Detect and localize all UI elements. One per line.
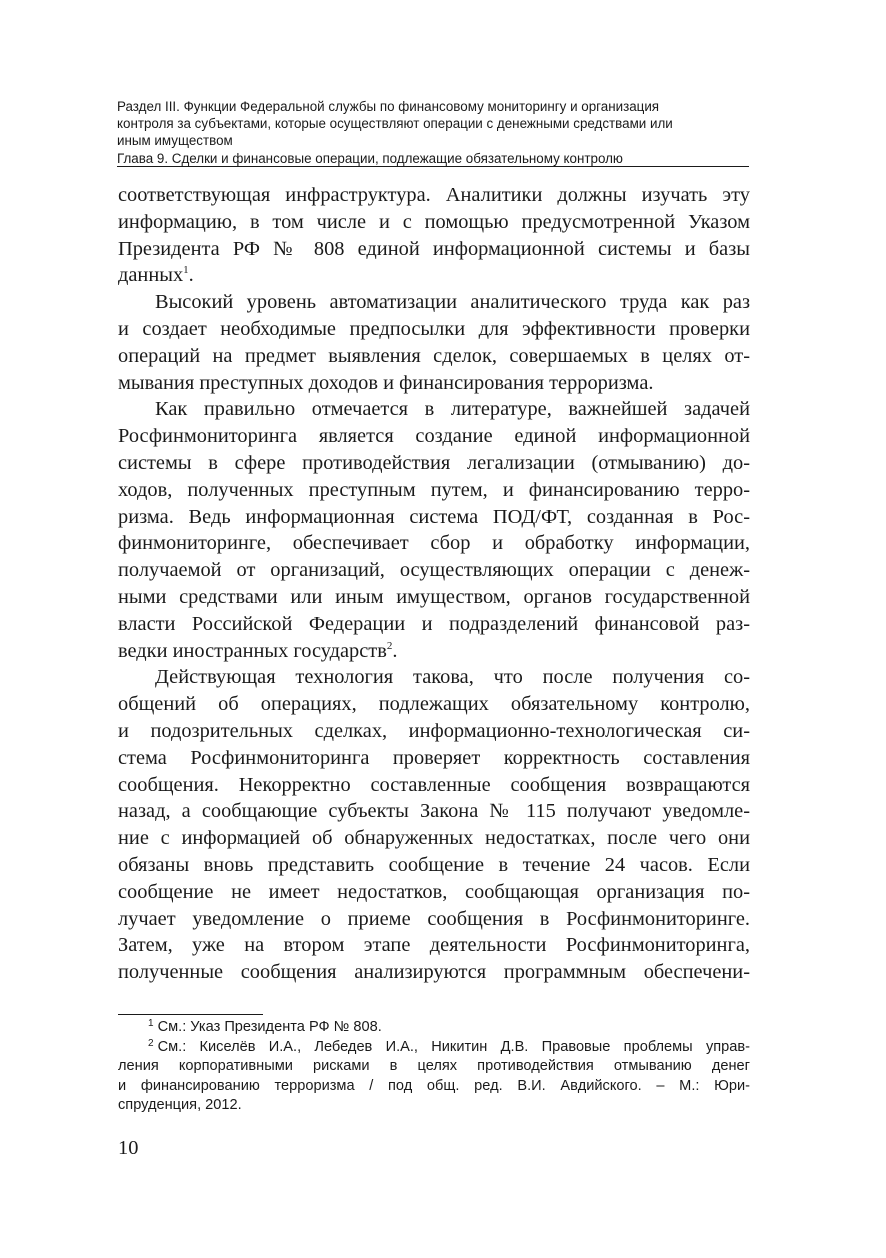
text-line: обязаны вновь представить сообщение в течение 24 часов. Если bbox=[118, 853, 750, 876]
footnote-line: ления корпоративными рисками в целях противодействия отмыванию денег bbox=[118, 1058, 750, 1075]
text-fragment: . bbox=[188, 264, 194, 287]
footnote-text: См.: Указ Президента РФ № 808. bbox=[157, 1019, 382, 1035]
footnotes bbox=[118, 1018, 750, 1116]
text-line: ными средствами или иным имуществом, органов государственной bbox=[118, 585, 750, 608]
text-line: ходов, полученных преступным путем, и финансированию терро- bbox=[118, 478, 750, 501]
footnote-2 bbox=[118, 1038, 750, 1058]
running-head-line: иным имуществом bbox=[117, 133, 233, 149]
footnote-mark: 2 bbox=[148, 1037, 154, 1049]
text-fragment: ведки иностранных государств bbox=[118, 639, 387, 662]
text-fragment: данных bbox=[118, 264, 184, 287]
footnote-line: и финансированию терроризма / под общ. ред. В.И. Авдийского. – М.: Юри- bbox=[118, 1077, 750, 1094]
footnote-reference[interactable]: 1 bbox=[183, 264, 189, 277]
running-head-line: контроля за субъектами, которые осуществляют операции с денежными средствами или bbox=[117, 116, 673, 132]
text-line bbox=[118, 262, 750, 289]
running-head bbox=[117, 98, 749, 167]
text-line: общений об операциях, подлежащих обязательному контролю, bbox=[118, 693, 750, 716]
text-line: Затем, уже на втором этапе деятельности Росфинмониторинга, bbox=[118, 934, 750, 957]
footnote-1 bbox=[118, 1018, 750, 1038]
text-line: Высокий уровень автоматизации аналитического труда как раз bbox=[155, 291, 750, 314]
text-line: Как правильно отмечается в литературе, важнейшей задачей bbox=[155, 398, 750, 421]
text-line: стема Росфинмониторинга проверяет корректность составления bbox=[118, 746, 750, 769]
text-line: Росфинмониторинга является создание единой информационной bbox=[118, 425, 750, 448]
text-line: и создает необходимые предпосылки для эффективности проверки bbox=[118, 317, 750, 340]
text-line: мывания преступных доходов и финансирования терроризма. bbox=[118, 371, 654, 394]
text-line: Действующая технология такова, что после получения со- bbox=[155, 666, 750, 689]
running-head-line: Раздел III. Функции Федеральной службы по финансовому мониторингу и организация bbox=[117, 99, 660, 114]
text-fragment: . bbox=[392, 639, 398, 662]
text-line: власти Российской Федерации и подразделений финансовой раз- bbox=[118, 612, 750, 635]
footnote-line: спруденция, 2012. bbox=[118, 1097, 242, 1114]
running-head-rule bbox=[117, 166, 749, 167]
text-line: ризма. Ведь информационная система ПОД/ФТ, созданная в Рос- bbox=[118, 505, 750, 528]
footnote-text: См.: Киселёв И.А., Лебедев И.А., Никитин Д.В. Правовые проблемы управ- bbox=[157, 1038, 750, 1055]
text-line: сообщение не имеет недостатков, сообщающая организация по- bbox=[118, 880, 750, 903]
text-line: и подозрительных сделках, информационно-технологическая си- bbox=[118, 719, 750, 742]
text-line: системы в сфере противодействия легализации (отмыванию) до- bbox=[118, 451, 750, 474]
footnote-mark: 1 bbox=[148, 1018, 154, 1029]
text-line: получаемой от организаций, осуществляющих операции с денеж- bbox=[118, 559, 750, 582]
page-number: 10 bbox=[118, 1137, 139, 1159]
text-line: Президента РФ № 808 единой информационной системы и базы bbox=[118, 237, 750, 260]
text-line bbox=[118, 638, 750, 665]
text-line: назад, а сообщающие субъекты Закона № 115 получают уведомле- bbox=[118, 800, 750, 823]
footnote-reference[interactable]: 2 bbox=[386, 639, 393, 652]
text-line: полученные сообщения анализируются программным обеспечени- bbox=[118, 961, 750, 984]
text-line: ние с информацией об обнаруженных недостатках, после чего они bbox=[118, 827, 750, 850]
running-head-chapter: Глава 9. Сделки и финансовые операции, подлежащие обязательному контролю bbox=[117, 150, 623, 166]
text-line: лучает уведомление о приеме сообщения в Росфинмониторинге. bbox=[118, 907, 750, 930]
body-text bbox=[118, 182, 750, 986]
text-line: сообщения. Некорректно составленные сообщения возвращаются bbox=[118, 773, 750, 796]
text-line: информацию, в том числе и с помощью предусмотренной Указом bbox=[118, 210, 750, 233]
text-line: операций на предмет выявления сделок, совершаемых в целях от- bbox=[118, 344, 750, 367]
footnote-separator bbox=[118, 1014, 263, 1015]
text-line: финмониторинге, обеспечивает сбор и обработку информации, bbox=[118, 532, 750, 555]
text-line: соответствующая инфраструктура. Аналитики должны изучать эту bbox=[118, 184, 750, 206]
